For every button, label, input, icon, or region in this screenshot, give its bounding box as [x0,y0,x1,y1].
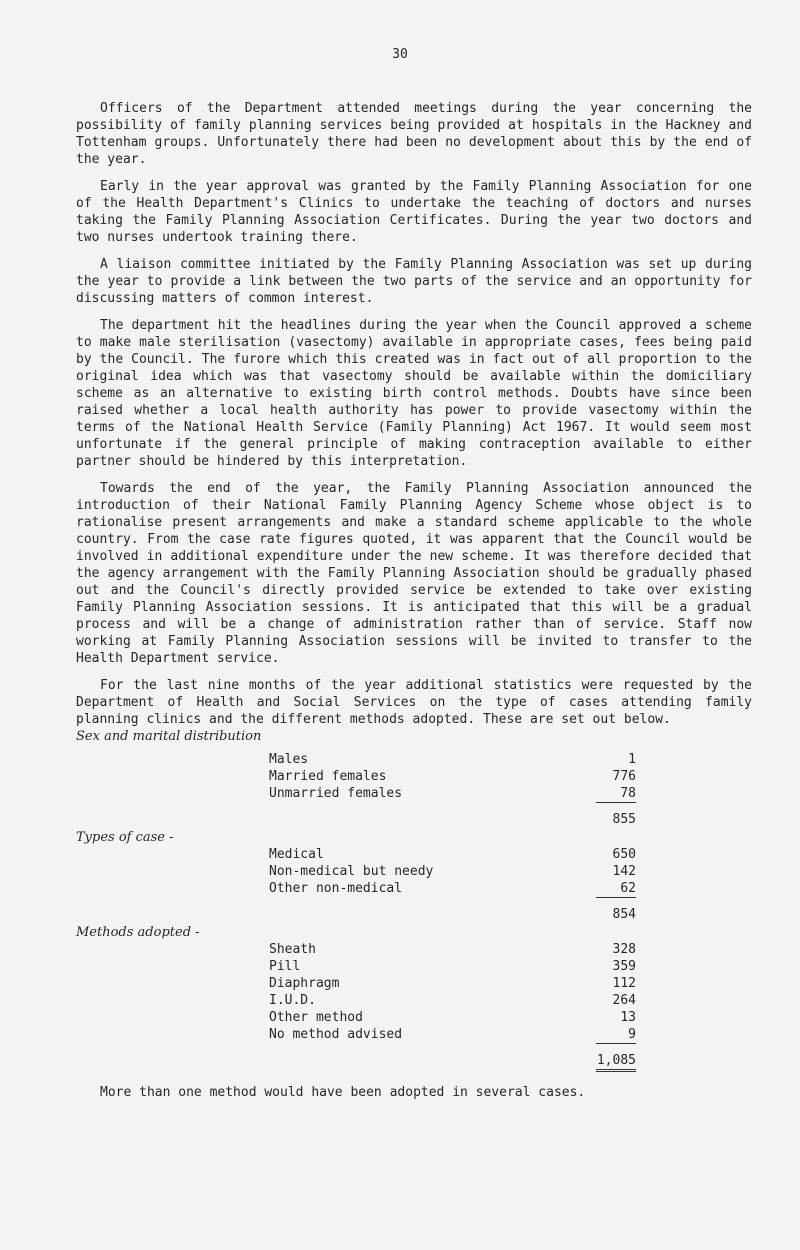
types-of-case-table [76,829,752,924]
row-label: I.U.D. [269,993,316,1008]
page-number: 30 [392,47,408,62]
row-value: 1 [628,752,636,767]
total-value: 855 [612,812,636,827]
section-heading: Sex and marital distribution [76,729,262,744]
paragraph: Towards the end of the year, the Family Planning Association announced the introduction of their National Family Planning Agency Scheme whose object is to rationalise present arrangements and make a standard scheme applicable to the whole country. From the case rate figures quoted, it was apparent that the Council would be involved in additional expenditure under the new scheme. It was therefore decided that the agency arrangement with the Family Planning Association should be gradually phased out and the Council's directly provided service be extended to take over existing Family Planning Association sessions. It is anticipated that this will be a gradual process and will be a change of administration rather than of service. Staff now working at Family Planning Association sessions will be invited to transfer to the Health Department service. [76,481,752,666]
section-heading: Types of case - [76,830,174,845]
row-value: 359 [612,959,636,974]
paragraph: Early in the year approval was granted by the Family Planning Association for one of the Health Department's Clinics to undertake the teaching of doctors and nurses taking the Family Planning Association Certificates. During the year two doctors and two nurses undertook training there. [76,179,752,245]
row-label: Non-medical but needy [269,864,434,879]
row-value: 142 [612,864,636,879]
table-row [76,1026,752,1043]
total-value: 1,085 [596,1052,636,1072]
total-row [76,904,752,924]
row-value: 9 [596,1026,636,1044]
paragraph: The department hit the headlines during the year when the Council approved a scheme to make male sterilisation (vasectomy) available in appropriate cases, fees being paid by the Council. The furore which this created was in fact out of all proportion to the original idea which was that vasectomy should be available within the domiciliary scheme as an alternative to existing birth control methods. Doubts have since been raised whether a local health authority has power to provide vasectomy within the terms of the National Health Service (Family Planning) Act 1967. It would seem most unfortunate if the general principle of making contraception available to either partner should be hindered by this interpretation. [76,318,752,469]
paragraph: A liaison committee initiated by the Family Planning Association was set up during the year to provide a link between the two parts of the service and an opportunity for discussing matters of common interest. [76,257,752,306]
row-label: Sheath [269,942,316,957]
row-label: Males [269,752,309,767]
paragraph: For the last nine months of the year additional statistics were requested by the Department of Health and Social Services on the type of cases attending family planning clinics and the different methods adopted. These are set out below. [76,678,752,727]
table-row [76,846,752,863]
total-value: 854 [612,907,636,922]
row-label: Pill [269,959,301,974]
row-value: 776 [612,769,636,784]
row-value: 13 [620,1010,636,1025]
row-label: Other non-medical [269,881,403,896]
methods-adopted-table [76,924,752,1070]
table-row [76,768,752,785]
closing-note: More than one method would have been adopted in several cases. [100,1085,586,1100]
row-value: 328 [612,942,636,957]
row-value: 264 [612,993,636,1008]
row-label: Unmarried females [269,786,403,801]
table-row [76,863,752,880]
section-heading: Methods adopted - [76,925,200,940]
table-row [76,880,752,897]
paragraph: Officers of the Department attended meetings during the year concerning the possibility of family planning services being provided at hospitals in the Hackney and Tottenham groups. Unfortunately there had been no development about this by the end of the year. [76,101,752,167]
row-label: Married females [269,769,387,784]
total-row [76,1050,752,1070]
table-row [76,958,752,975]
row-value: 650 [612,847,636,862]
row-value: 62 [596,880,636,898]
table-row [76,751,752,768]
document-body [76,100,752,1101]
table-row [76,785,752,802]
table-row [76,1009,752,1026]
table-row [76,992,752,1009]
row-label: Diaphragm [269,976,340,991]
table-row [76,941,752,958]
row-value: 78 [596,785,636,803]
row-label: Medical [269,847,324,862]
total-row [76,809,752,829]
sex-distribution-table [76,728,752,829]
row-value: 112 [612,976,636,991]
row-label: No method advised [269,1027,403,1042]
table-row [76,975,752,992]
row-label: Other method [269,1010,363,1025]
